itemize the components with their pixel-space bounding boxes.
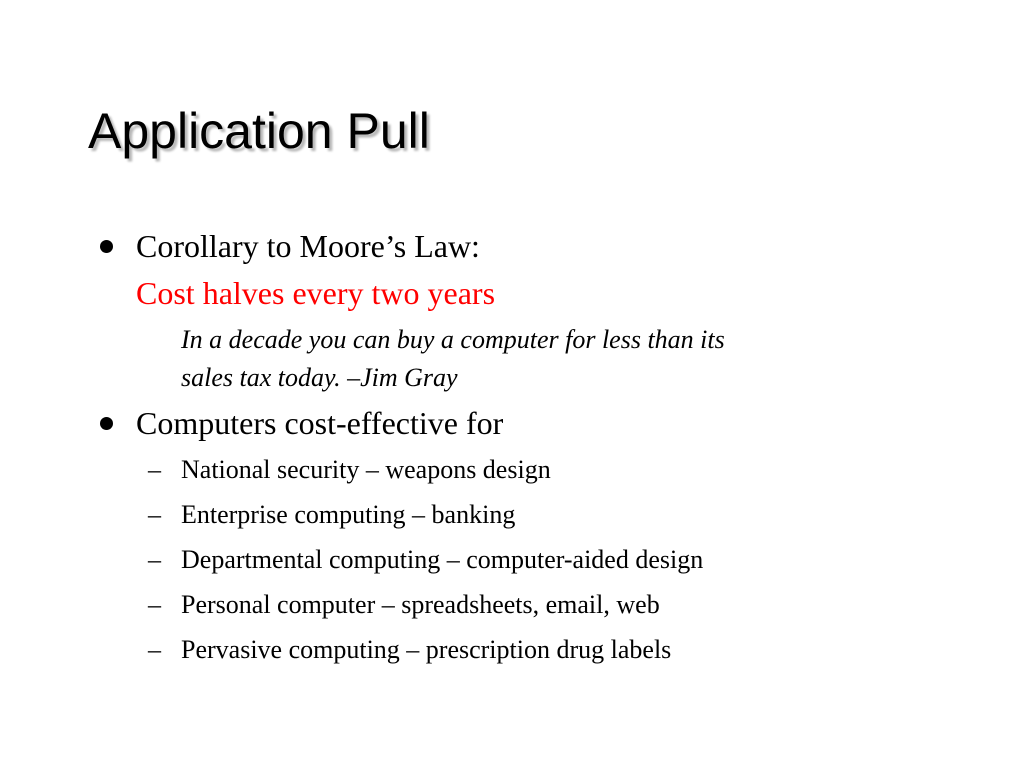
sub-item: National security – weapons design: [181, 455, 551, 484]
sub-item: Enterprise computing – banking: [181, 500, 516, 529]
quote-line: In a decade you can buy a computer for less than its: [181, 325, 725, 354]
quote-line: sales tax today. –Jim Gray: [181, 363, 458, 392]
sub-item: Departmental computing – computer-aided design: [181, 545, 704, 574]
bullet-dot-icon: [100, 417, 113, 430]
highlight-text: Cost halves every two years: [136, 275, 496, 311]
dash-marker: –: [148, 590, 161, 619]
bullet-text: Corollary to Moore’s Law:: [136, 228, 480, 264]
dash-marker: –: [148, 455, 161, 484]
dash-marker: –: [148, 500, 161, 529]
sub-item: Pervasive computing – prescription drug labels: [181, 635, 672, 664]
bullet-dot-icon: [100, 240, 113, 253]
dash-marker: –: [148, 545, 161, 574]
dash-marker: –: [148, 635, 161, 664]
sub-item: Personal computer – spreadsheets, email, web: [181, 590, 660, 619]
slide-title: Application Pull: [88, 103, 430, 159]
bullet-text: Computers cost-effective for: [136, 405, 504, 441]
